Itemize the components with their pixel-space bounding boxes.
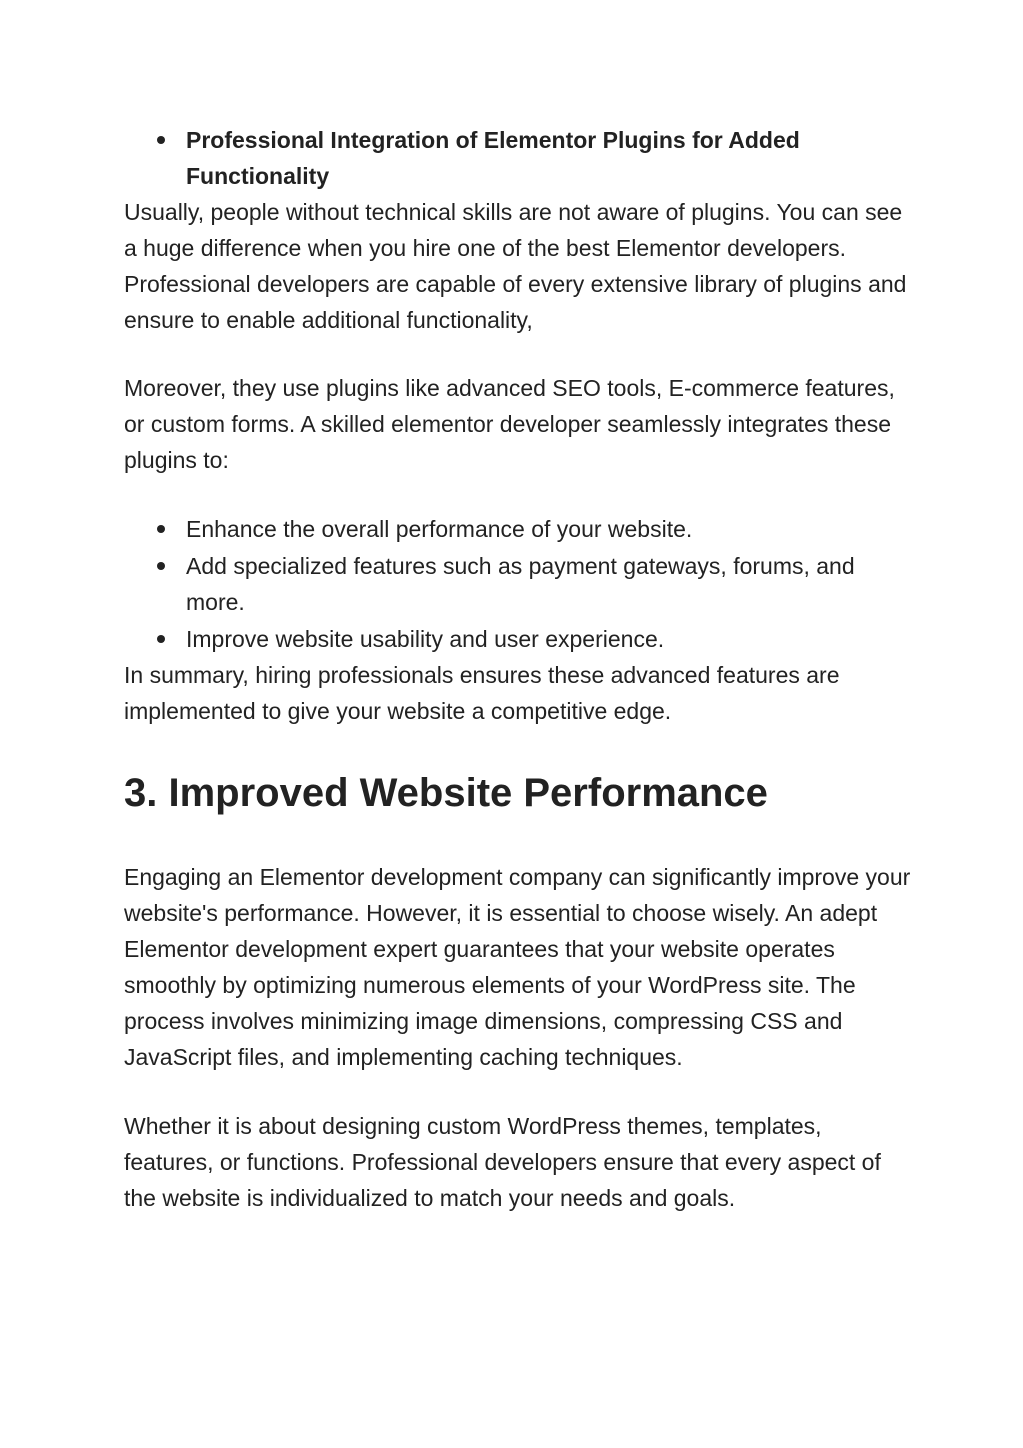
benefits-list: [124, 511, 914, 657]
list-item: [124, 548, 914, 620]
bullet-item-plugins-integration: [124, 122, 914, 194]
bullet-dot-icon: [157, 635, 165, 643]
paragraph-plugins-awareness: Usually, people without technical skills are not aware of plugins. You can see a huge difference when you hire one of the best Elementor developers. Professional developers are capable of every extensive library of plugins and ensure to enable additional functionality,: [124, 199, 907, 333]
intro-bullet-list: [124, 122, 914, 194]
bullet-dot-icon: [157, 525, 165, 533]
section-heading-performance: 3. Improved Website Performance: [124, 771, 768, 815]
paragraph-custom-themes: Whether it is about designing custom WordPress themes, templates, features, or functions. Professional developers ensure that every aspect of the website is individualized to match your needs and goals.: [124, 1113, 881, 1211]
document-page: [124, 0, 914, 1216]
paragraph-plugins-usage: Moreover, they use plugins like advanced SEO tools, E-commerce features, or custom forms. A skilled elementor developer seamlessly integrates these plugins to:: [124, 375, 895, 473]
bullet-title: Professional Integration of Elementor Plugins for Added Functionality: [186, 127, 800, 189]
paragraph-performance-intro: Engaging an Elementor development company can significantly improve your website's performance. However, it is essential to choose wisely. An adept Elementor development expert guarantees that your website operates smoothly by optimizing numerous elements of your WordPress site. The process involves minimizing image dimensions, compressing CSS and JavaScript files, and implementing caching techniques.: [124, 864, 911, 1070]
list-item-text: Enhance the overall performance of your website.: [186, 516, 693, 542]
list-item-text: Add specialized features such as payment gateways, forums, and more.: [186, 553, 855, 615]
bullet-dot-icon: [157, 136, 165, 144]
list-item: [124, 511, 914, 547]
bullet-dot-icon: [157, 562, 165, 570]
paragraph-summary: In summary, hiring professionals ensures these advanced features are implemented to give your website a competitive edge.: [124, 662, 840, 724]
list-item: [124, 621, 914, 657]
list-item-text: Improve website usability and user experience.: [186, 626, 665, 652]
